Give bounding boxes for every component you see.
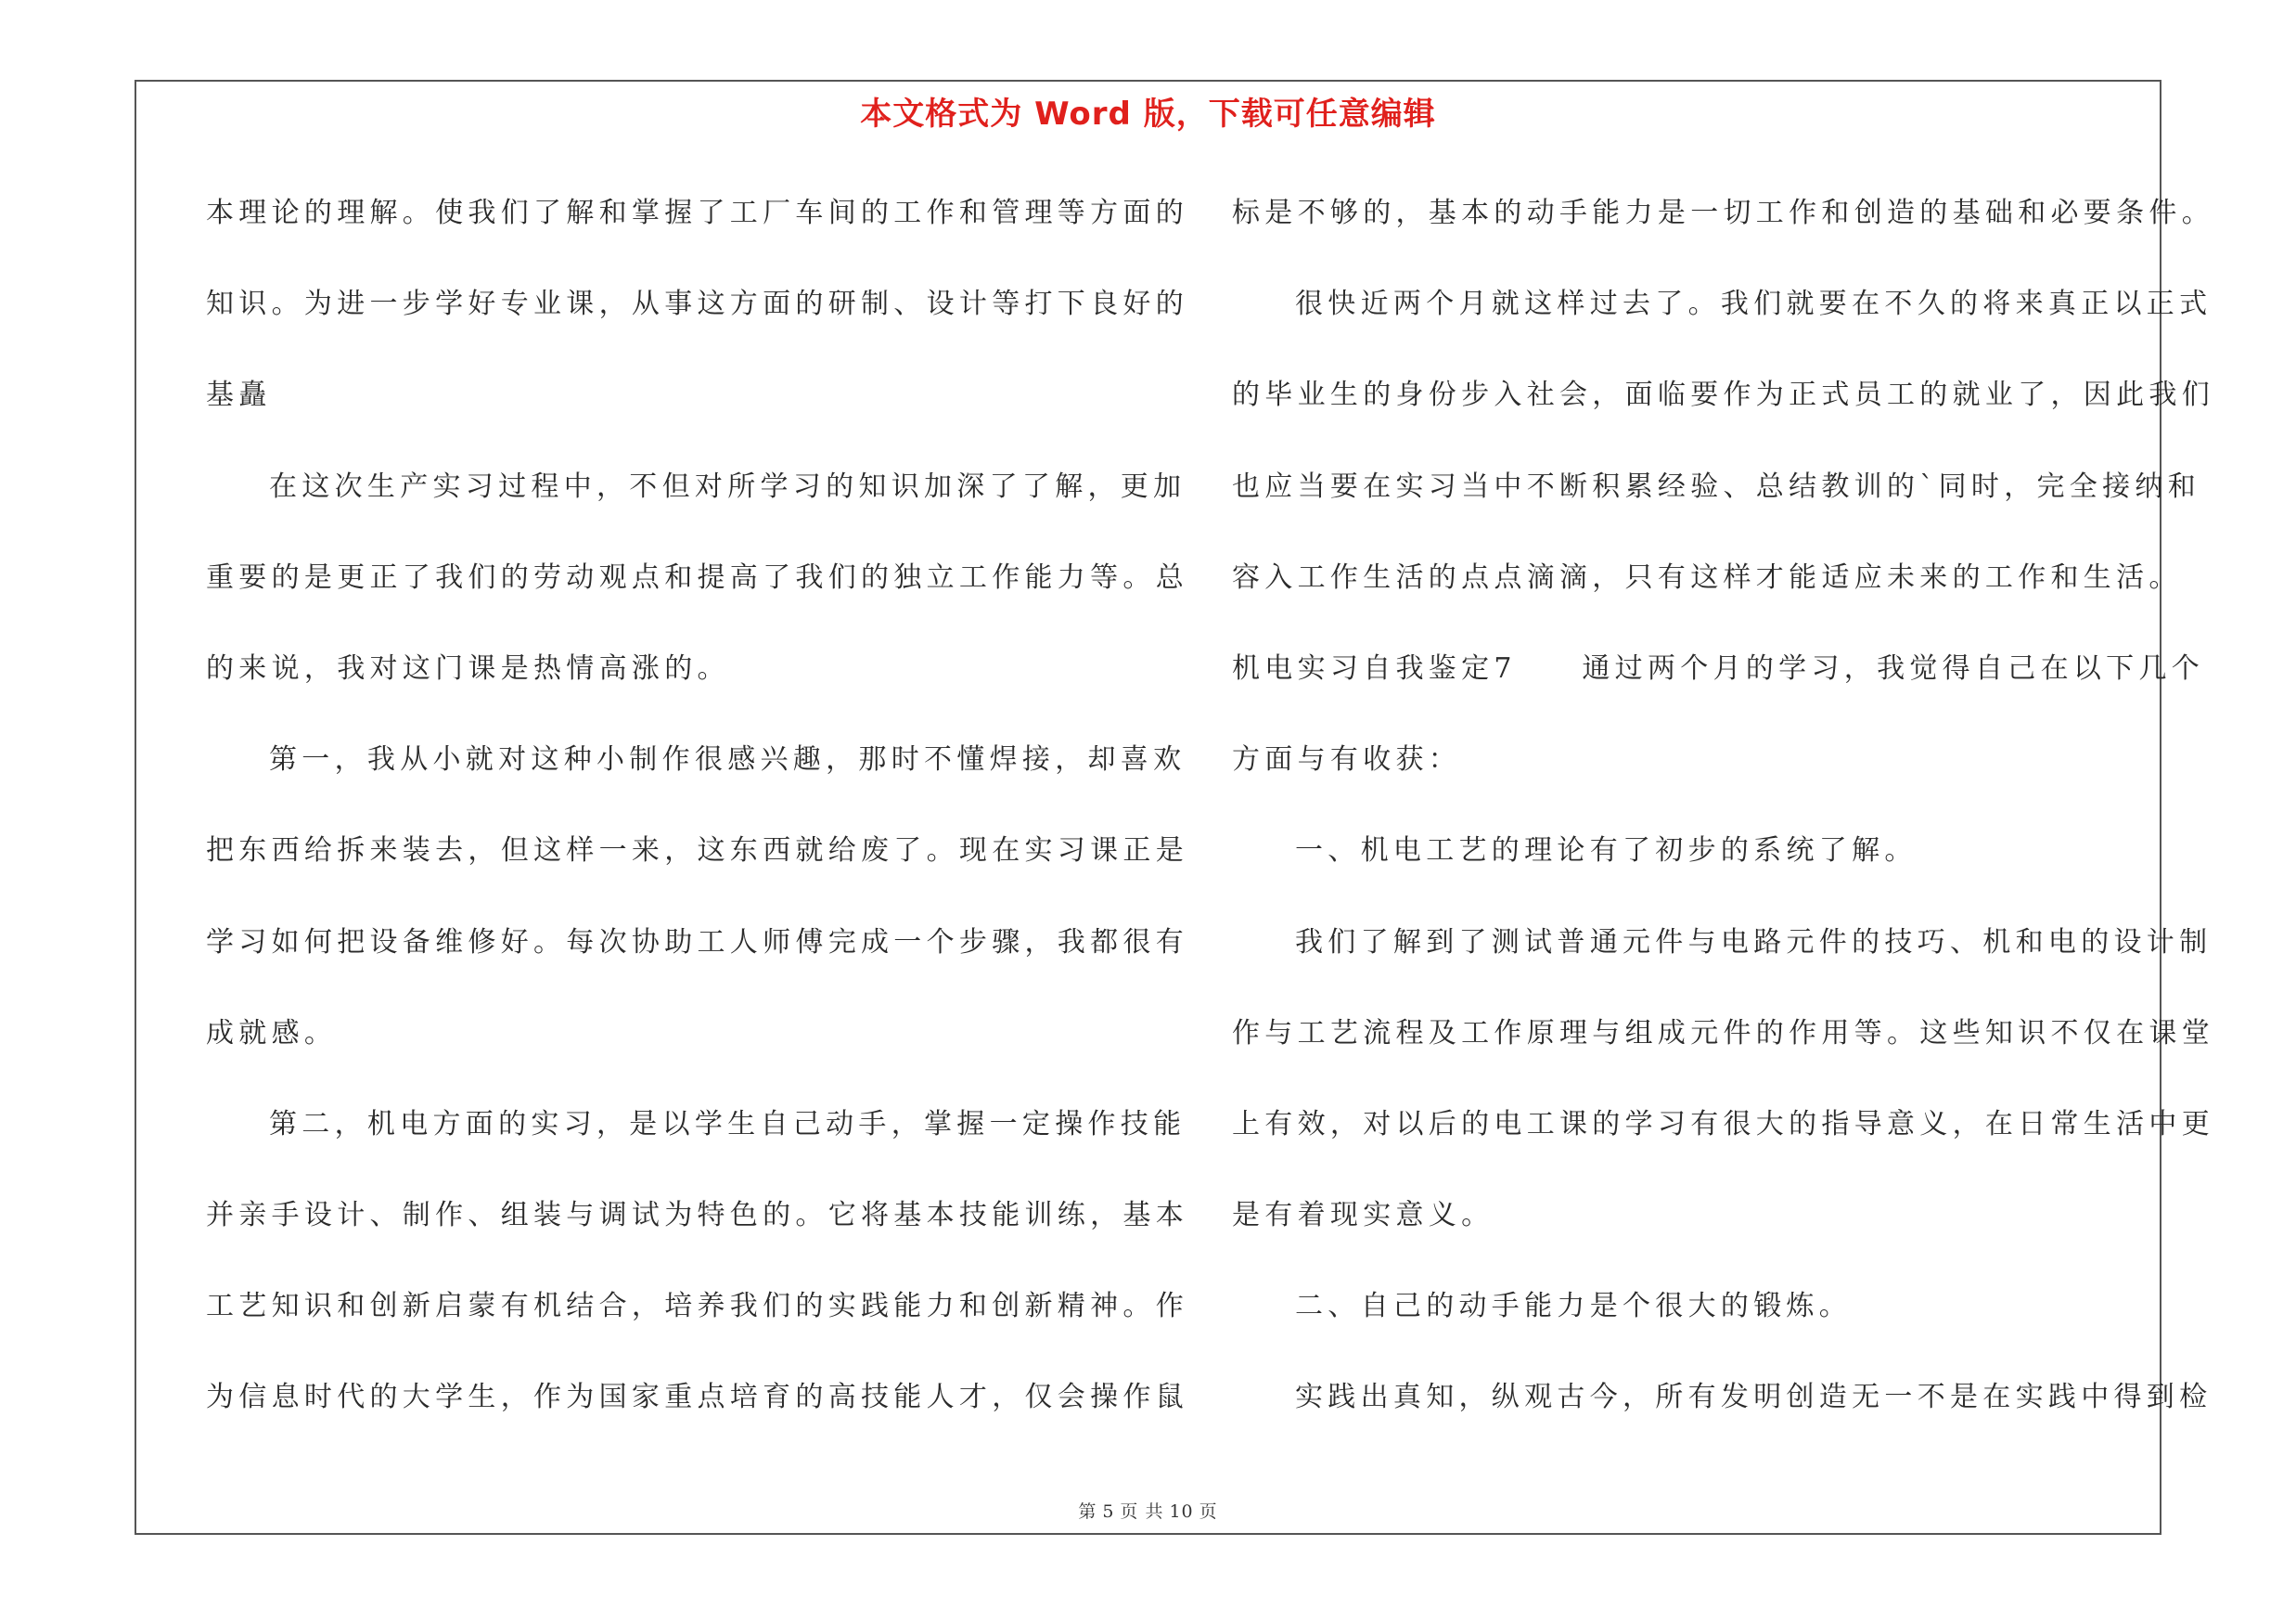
right-text-column	[1232, 181, 2214, 1457]
text-line: 工艺知识和创新启蒙有机结合，培养我们的实践能力和创新精神。作	[206, 1290, 1188, 1323]
text-line: 重要的是更正了我们的劳动观点和提高了我们的独立工作能力等。总	[206, 560, 1188, 594]
text-line: 把东西给拆来装去，但这样一来，这东西就给废了。现在实习课正是	[206, 834, 1188, 868]
text-line: 知识。为进一步学好专业课，从事这方面的研制、设计等打下良好的	[206, 288, 1188, 321]
editable-notice-banner: 本文格式为 Word 版，下载可任意编辑	[860, 96, 1436, 133]
text-line: 并亲手设计、制作、组装与调试为特色的。它将基本技能训练，基本	[206, 1199, 1188, 1232]
section-heading-line: 机电实习自我鉴定7 通过两个月的学习，我觉得自己在以下几个	[1232, 651, 2205, 685]
paragraph-start-line: 实践出真知，纵观古今，所有发明创造无一不是在实践中得到检	[1295, 1381, 2213, 1414]
text-line: 成就感。	[206, 1016, 338, 1050]
text-line: 标是不够的，基本的动手能力是一切工作和创造的基础和必要条件。	[1232, 197, 2214, 229]
text-line: 容入工作生活的点点滴滴，只有这样才能适应未来的工作和生活。	[1232, 560, 2182, 594]
text-line: 的毕业生的身份步入社会，面临要作为正式员工的就业了，因此我们	[1232, 379, 2214, 412]
current-page-number: 5	[1102, 1501, 1115, 1522]
text-line: 方面与有收获：	[1232, 743, 1462, 777]
paragraph-start-line: 在这次生产实习过程中，不但对所学习的知识加深了了解，更加	[269, 470, 1186, 503]
text-line: 为信息时代的大学生，作为国家重点培育的高技能人才，仅会操作鼠	[206, 1381, 1188, 1414]
paragraph-start-line: 二、自己的动手能力是个很大的锻炼。	[1295, 1290, 1853, 1323]
footer-middle: 页 共	[1120, 1501, 1164, 1522]
paragraph-start-line: 第一，我从小就对这种小制作很感兴趣，那时不懂焊接，却喜欢	[269, 743, 1186, 777]
footer-prefix: 第	[1078, 1501, 1097, 1522]
text-line: 也应当要在实习当中不断积累经验、总结教训的`同时，完全接纳和	[1232, 470, 2200, 503]
text-line: 基矗	[206, 379, 272, 412]
paragraph-start-line: 第二，机电方面的实习，是以学生自己动手，掌握一定操作技能	[269, 1107, 1186, 1140]
left-text-column	[206, 181, 1188, 1457]
text-line: 作与工艺流程及工作原理与组成元件的作用等。这些知识不仅在课堂	[1232, 1016, 2214, 1050]
text-line: 的来说，我对这门课是热情高涨的。	[206, 651, 730, 685]
text-line: 学习如何把设备维修好。每次协助工人师傅完成一个步骤，我都很有	[206, 925, 1188, 959]
text-line: 是有着现实意义。	[1232, 1199, 1494, 1232]
footer-suffix: 页	[1199, 1501, 1218, 1522]
text-line: 本理论的理解。使我们了解和掌握了工厂车间的工作和管理等方面的	[206, 197, 1188, 229]
paragraph-start-line: 很快近两个月就这样过去了。我们就要在不久的将来真正以正式	[1295, 288, 2213, 321]
page-number-footer	[0, 1498, 2296, 1523]
paragraph-start-line: 一、机电工艺的理论有了初步的系统了解。	[1295, 834, 1918, 868]
paragraph-start-line: 我们了解到了测试普通元件与电路元件的技巧、机和电的设计制	[1295, 925, 2213, 959]
text-line: 上有效，对以后的电工课的学习有很大的指导意义，在日常生活中更	[1232, 1107, 2214, 1140]
total-page-count: 10	[1169, 1501, 1194, 1522]
